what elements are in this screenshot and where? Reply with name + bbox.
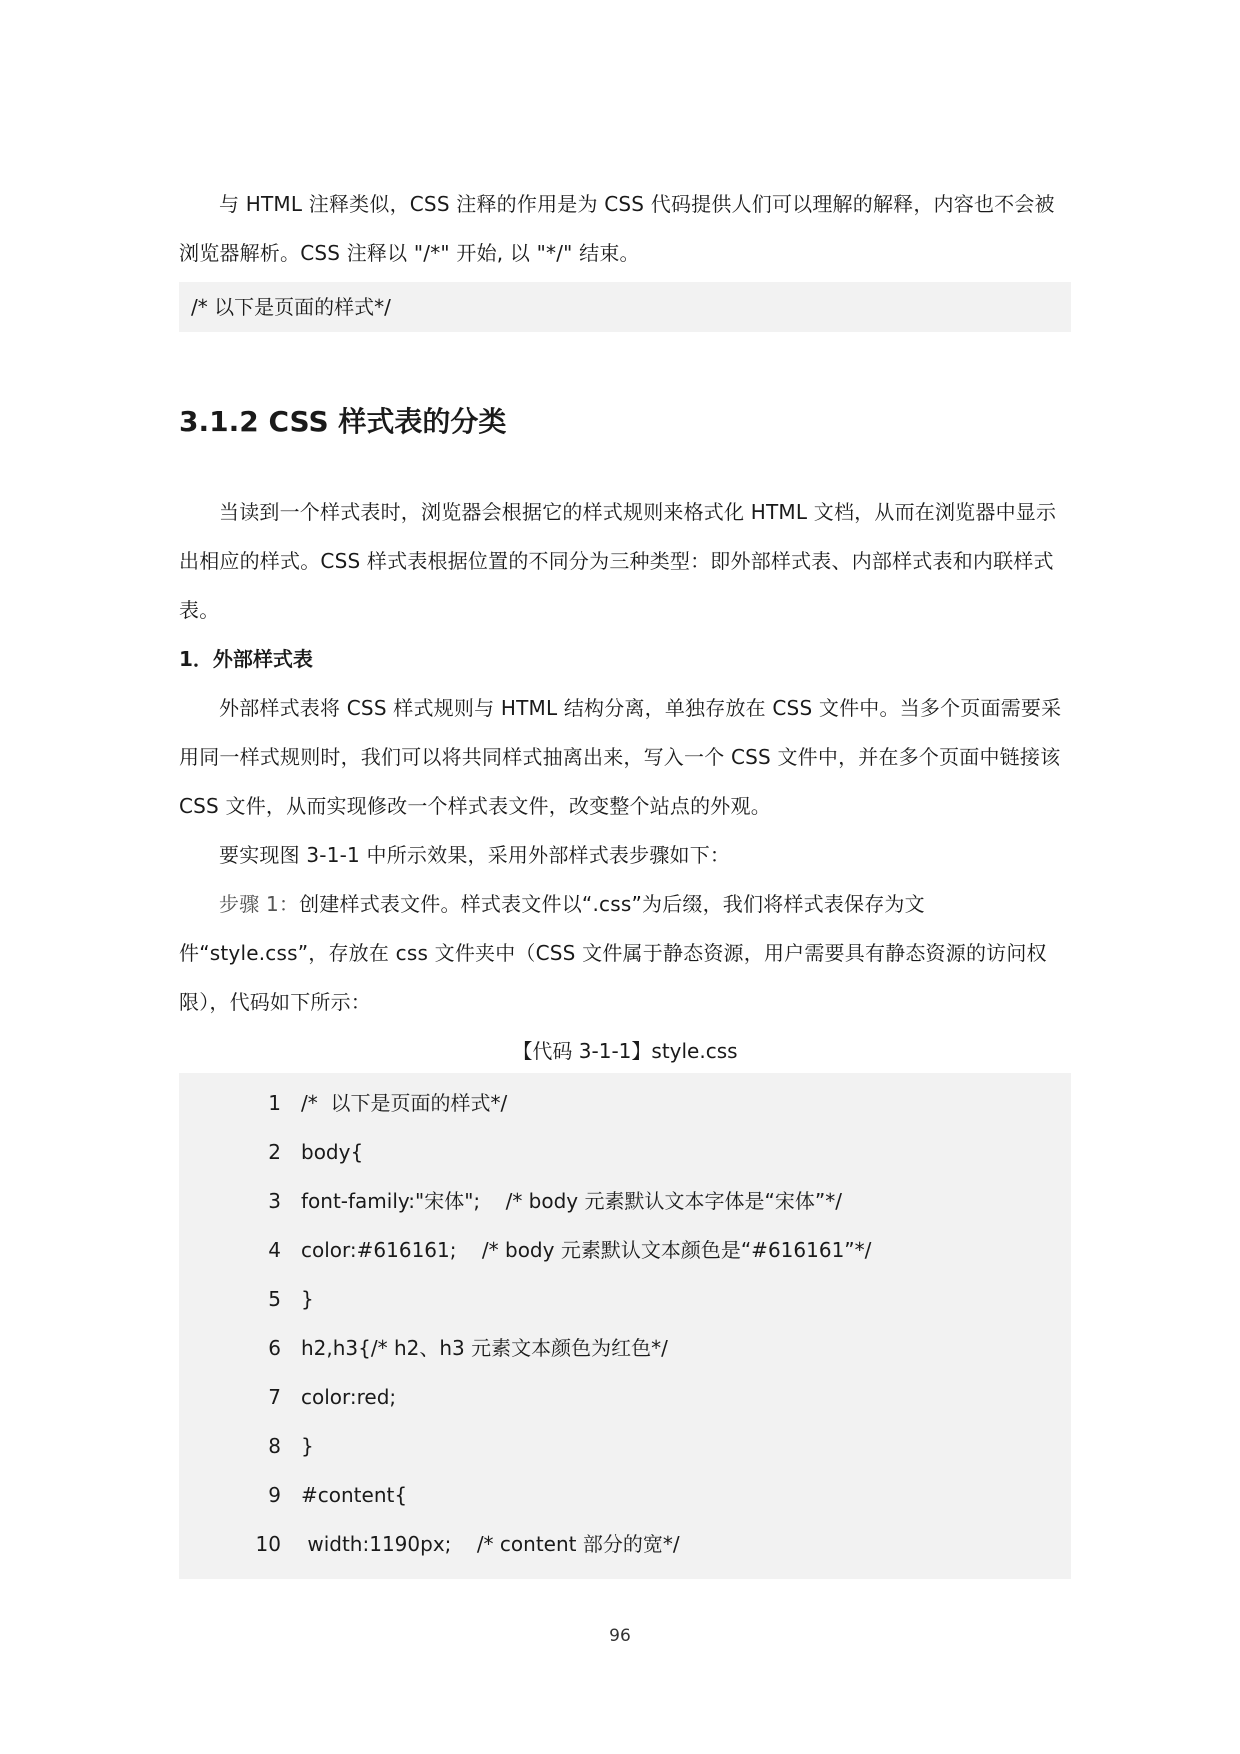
page-number: 96 bbox=[609, 1626, 631, 1646]
code-text: h2,h3{/* h2、h3 元素文本颜色为红色*/ bbox=[301, 1336, 668, 1360]
code-line bbox=[179, 1520, 1071, 1569]
step1-paragraph bbox=[179, 880, 1071, 1027]
code-text: body{ bbox=[301, 1140, 364, 1164]
page-content bbox=[179, 180, 1071, 1579]
code-text: #content{ bbox=[301, 1483, 408, 1507]
code-text: color:#616161; /* body 元素默认文本颜色是“#616161”*/ bbox=[301, 1238, 872, 1262]
code-line bbox=[179, 1128, 1071, 1177]
line-number: 10 bbox=[255, 1532, 281, 1556]
code-text: } bbox=[301, 1434, 314, 1458]
line-number: 5 bbox=[268, 1287, 281, 1311]
code-text: } bbox=[301, 1287, 314, 1311]
line-number: 9 bbox=[268, 1483, 281, 1507]
line-number: 4 bbox=[268, 1238, 281, 1262]
code-line bbox=[179, 1226, 1071, 1275]
steps-intro: 要实现图 3-1-1 中所示效果，采用外部样式表步骤如下： bbox=[219, 843, 731, 867]
code-text: /* 以下是页面的样式*/ bbox=[301, 1091, 508, 1115]
code-text: width:1190px; /* content 部分的宽*/ bbox=[301, 1532, 680, 1556]
code-line bbox=[179, 1324, 1071, 1373]
code-line bbox=[179, 1079, 1071, 1128]
code-line bbox=[179, 1275, 1071, 1324]
subsection-paragraph: 外部样式表将 CSS 样式规则与 HTML 结构分离，单独存放在 CSS 文件中。当多个页面需要采用同一样式规则时，我们可以将共同样式抽离出来，写入一个 CSS 文件中，并在多个页面中链接该 CSS 文件，从而实现修改一个样式表文件，改变整个站点的外观。 bbox=[179, 696, 1062, 818]
section-paragraph: 当读到一个样式表时，浏览器会根据它的样式规则来格式化 HTML 文档，从而在浏览器中显示出相应的样式。CSS 样式表根据位置的不同分为三种类型：即外部样式表、内部样式表和内联样式表。 bbox=[179, 500, 1057, 622]
step1-label: 步骤 1： bbox=[219, 892, 300, 916]
code-text: font-family:"宋体"; /* body 元素默认文本字体是“宋体”*/ bbox=[301, 1189, 842, 1213]
line-number: 8 bbox=[268, 1434, 281, 1458]
line-number: 1 bbox=[268, 1091, 281, 1115]
code-line bbox=[179, 1471, 1071, 1520]
code-block bbox=[179, 1073, 1071, 1579]
section-title: 3.1.2 CSS 样式表的分类 bbox=[179, 405, 507, 438]
comment-example-box: /* 以下是页面的样式*/ bbox=[179, 282, 1071, 332]
step1-text: 创建样式表文件。样式表文件以“.css”为后缀，我们将样式表保存为文件“style.css”，存放在 css 文件夹中（CSS 文件属于静态资源，用户需要具有静态资源的访问权限），代码如下所示： bbox=[179, 892, 1047, 1014]
line-number: 2 bbox=[268, 1140, 281, 1164]
line-number: 3 bbox=[268, 1189, 281, 1213]
intro-paragraph: 与 HTML 注释类似，CSS 注释的作用是为 CSS 代码提供人们可以理解的解释，内容也不会被浏览器解析。CSS 注释以 "/*" 开始, 以 "*/" 结束。 bbox=[179, 192, 1055, 265]
code-line bbox=[179, 1422, 1071, 1471]
code-text: color:red; bbox=[301, 1385, 397, 1409]
code-caption: 【代码 3-1-1】style.css bbox=[512, 1039, 738, 1063]
line-number: 7 bbox=[268, 1385, 281, 1409]
code-line bbox=[179, 1177, 1071, 1226]
line-number: 6 bbox=[268, 1336, 281, 1360]
subsection-title: 1．外部样式表 bbox=[179, 647, 313, 671]
code-line bbox=[179, 1373, 1071, 1422]
